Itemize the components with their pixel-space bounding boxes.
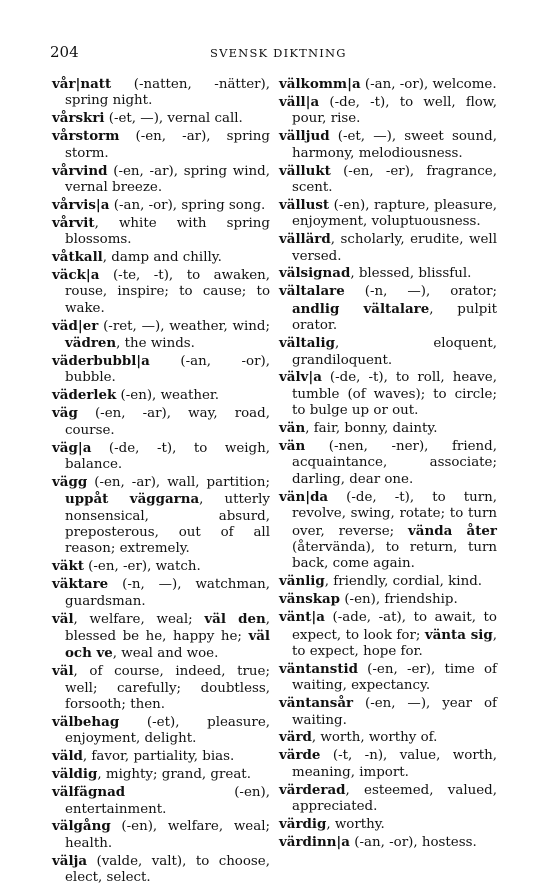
- headword: väderbubbl|a: [52, 353, 150, 369]
- headword: vän: [279, 438, 306, 455]
- headword: vårstorm: [52, 128, 120, 145]
- definition: , white with spring blossoms.: [65, 215, 270, 248]
- definition: (-en, -ar), way, road, course.: [65, 406, 270, 438]
- definition: , fair, bonny, dainty.: [305, 421, 438, 437]
- definition: , esteemed, valued, appreciated.: [292, 782, 497, 815]
- definition: (-de, -t), to roll, heave, tumble (of waves); to circle; to bulge up or out.: [292, 370, 497, 419]
- dictionary-entry: [52, 818, 270, 852]
- headword: välgång: [52, 818, 111, 835]
- dictionary-entry: [279, 816, 497, 833]
- definition: (-en, -ar), spring storm.: [65, 129, 270, 161]
- headword: vän: [279, 420, 306, 437]
- definition: , worth, worthy of.: [311, 730, 438, 746]
- definition: , damp and chilly.: [102, 250, 222, 266]
- dictionary-entry: [52, 110, 270, 127]
- dictionary-entry: [279, 729, 497, 746]
- definition: , weal and woe.: [112, 646, 219, 662]
- definition: (-en, -er), fragrance, scent.: [292, 163, 497, 195]
- dictionary-entry: [52, 318, 270, 353]
- definition: (-natten, -nätter), spring night.: [65, 77, 270, 109]
- dictionary-entry: [279, 489, 497, 573]
- definition: (-an, -or), welcome.: [360, 77, 497, 92]
- definition: , utterly nonsensical, absurd, preposterous, out of all reason; extremely.: [65, 492, 271, 557]
- headword: väd|er: [52, 317, 99, 334]
- headword: vältalare: [279, 283, 345, 300]
- dictionary-entry: [279, 420, 497, 437]
- definition: (-ret, —), weather, wind;: [98, 318, 270, 334]
- definition: (-de, -t), to well, flow, pour, rise.: [292, 94, 497, 127]
- headword: välv|a: [279, 369, 322, 386]
- dictionary-entry: [52, 440, 270, 474]
- definition: , worthy.: [326, 816, 385, 832]
- dictionary-entry: [52, 474, 270, 558]
- headword: vällukt: [279, 162, 331, 179]
- definition: (-en), entertainment.: [65, 785, 270, 817]
- headword: vädren: [65, 335, 117, 352]
- dictionary-entry: [52, 249, 270, 266]
- headword: vända åter: [408, 522, 497, 539]
- right-column: [279, 76, 497, 852]
- dictionary-entry: [279, 609, 497, 660]
- dictionary-entry: [52, 387, 270, 404]
- definition: (-en, -er), watch.: [83, 559, 201, 575]
- dictionary-entry: [279, 283, 497, 334]
- definition: (-de, -t), to turn, revolve, swing, rotate; to turn over, reverse;: [292, 489, 497, 539]
- headword: välkomm|a: [279, 76, 361, 92]
- definition: (återvända), to return, turn back, come again.: [292, 539, 497, 572]
- definition: (-an, -or), bubble.: [65, 354, 270, 386]
- headword: väl: [52, 610, 74, 627]
- left-column: [52, 76, 270, 887]
- definition: (-en, —), year of waiting.: [292, 696, 497, 728]
- definition: , blessed, blissful.: [350, 266, 472, 282]
- dictionary-entry: [279, 369, 497, 419]
- headword: väld: [52, 748, 83, 765]
- definition: (-en), friendship.: [340, 592, 458, 608]
- headword: vänskap: [279, 591, 341, 608]
- headword: värd: [279, 729, 312, 746]
- dictionary-entry: [52, 663, 270, 713]
- page-header: [50, 43, 502, 61]
- dictionary-entry: [279, 782, 497, 816]
- dictionary-entry: [52, 766, 270, 783]
- dictionary-entry: [279, 231, 497, 265]
- dictionary-entry: [279, 265, 497, 282]
- headword: vårskri: [52, 110, 105, 127]
- dictionary-entry: [52, 197, 270, 214]
- headword: vårvind: [52, 162, 108, 179]
- definition: (-et, —), vernal call.: [104, 111, 243, 127]
- headword: väck|a: [52, 266, 100, 283]
- headword: väl den: [204, 610, 266, 627]
- dictionary-entry: [279, 94, 497, 128]
- headword: välbehag: [52, 714, 120, 731]
- dictionary-entry: [52, 353, 270, 387]
- dictionary-entry: [52, 405, 270, 439]
- dictionary-entry: [279, 834, 497, 851]
- dictionary-entry: [52, 576, 270, 610]
- definition: , favor, partiality, bias.: [82, 749, 235, 765]
- headword: vällärd: [279, 231, 331, 248]
- headword: välfägnad: [52, 784, 126, 801]
- definition: , mighty; grand, great.: [97, 767, 251, 783]
- definition: (-en, -ar), wall, partition;: [87, 474, 270, 490]
- headword: väl och ve: [65, 628, 270, 662]
- dictionary-entry: [52, 611, 270, 663]
- definition: (-an, -or), spring song.: [109, 197, 266, 213]
- definition: , of course, indeed, true; well; carefully; doubtless, forsooth; then.: [65, 664, 270, 713]
- headword: vårvit: [52, 214, 95, 231]
- definition: (-nen, -ner), friend, acquaintance, associate; darling, dear one.: [292, 439, 497, 487]
- definition: , blessed be he, happy he;: [65, 611, 270, 644]
- definition: , welfare, weal;: [73, 611, 205, 627]
- headword: värderad: [279, 781, 346, 798]
- dictionary-entry: [279, 128, 497, 162]
- definition: , eloquent, grandiloquent.: [292, 336, 497, 368]
- dictionary-entry: [52, 853, 270, 887]
- headword: vänt|a: [279, 609, 325, 626]
- headword: vällust: [279, 196, 330, 213]
- dictionary-entry: [52, 558, 270, 575]
- headword: väntansår: [279, 695, 354, 712]
- running-head: SVENSK DIKTNING: [210, 46, 347, 60]
- dictionary-entry: [279, 573, 497, 590]
- definition: , friendly, cordial, kind.: [324, 574, 483, 590]
- headword: andlig vältalare: [292, 300, 430, 317]
- headword: välsignad: [279, 265, 351, 282]
- dictionary-entry: [279, 591, 497, 608]
- dictionary-entry: [52, 215, 270, 249]
- dictionary-entry: [52, 784, 270, 818]
- dictionary-entry: [279, 335, 497, 369]
- headword: väll|a: [279, 93, 320, 110]
- definition: (-en), welfare, weal; health.: [65, 819, 270, 851]
- headword: välljud: [279, 128, 330, 145]
- definition: (-en), weather.: [116, 388, 220, 404]
- definition: (-de, -t), to weigh, balance.: [65, 440, 270, 472]
- headword: väderlek: [52, 387, 117, 404]
- definition: (-en), rapture, pleasure, enjoyment, voluptuousness.: [292, 197, 497, 230]
- headword: uppåt väggarna: [65, 491, 200, 508]
- headword: vårvis|a: [52, 196, 110, 213]
- headword: värde: [279, 747, 321, 764]
- dictionary-entry: [52, 76, 270, 110]
- page-number: 204: [50, 43, 79, 61]
- definition: , the winds.: [116, 336, 195, 352]
- definition: (-en, -ar), spring wind, vernal breeze.: [65, 163, 270, 195]
- definition: (-an, -or), hostess.: [349, 834, 477, 850]
- headword: väldig: [52, 766, 98, 783]
- headword: väg: [52, 405, 78, 422]
- dictionary-entry: [279, 661, 497, 695]
- dictionary-entry: [52, 128, 270, 162]
- definition: (-te, -t), to awaken, rouse, inspire; to cause; to wake.: [65, 267, 270, 316]
- dictionary-entry: [279, 747, 497, 781]
- dictionary-entry: [52, 163, 270, 197]
- dictionary-entry: [279, 438, 497, 488]
- dictionary-entry: [279, 197, 497, 231]
- headword: väg|a: [52, 439, 92, 456]
- definition: , to expect, hope for.: [292, 627, 497, 659]
- headword: vägg: [52, 473, 88, 490]
- dictionary-entry: [279, 163, 497, 197]
- headword: väktare: [52, 576, 109, 593]
- headword: värdinn|a: [279, 833, 350, 850]
- definition: (-et), pleasure, enjoyment, delight.: [65, 715, 270, 747]
- definition: , scholarly, erudite, well versed.: [292, 232, 497, 264]
- headword: väntanstid: [279, 660, 358, 677]
- dictionary-entry: [52, 748, 270, 765]
- headword: väkt: [52, 558, 84, 575]
- headword: vän|da: [279, 488, 329, 505]
- dictionary-entry: [279, 76, 497, 93]
- definition: , pulpit orator.: [292, 301, 498, 334]
- definition: (valde, valt), to choose, elect, select.: [65, 853, 270, 886]
- headword: värdig: [279, 815, 327, 832]
- definition: (-ade, -at), to await, to expect, to look for;: [292, 610, 497, 643]
- dictionary-entry: [279, 695, 497, 729]
- headword: väl: [52, 663, 74, 680]
- dictionary-entry: [52, 714, 270, 748]
- definition: (-n, —), orator;: [344, 284, 497, 300]
- headword: vänlig: [279, 573, 325, 590]
- headword: vältalig: [279, 335, 335, 352]
- definition: (-et, —), sweet sound, harmony, melodiousness.: [292, 129, 497, 161]
- definition: (-t, -n), value, worth, meaning, import.: [292, 748, 497, 780]
- dictionary-entry: [52, 267, 270, 317]
- definition: (-n, —), watchman, guardsman.: [65, 577, 270, 609]
- headword: vänta sig: [424, 626, 493, 643]
- headword: välja: [52, 852, 88, 869]
- definition: (-en, -er), time of waiting, expectancy.: [292, 661, 497, 694]
- headword: vår|natt: [52, 76, 112, 92]
- headword: våtkall: [52, 249, 103, 266]
